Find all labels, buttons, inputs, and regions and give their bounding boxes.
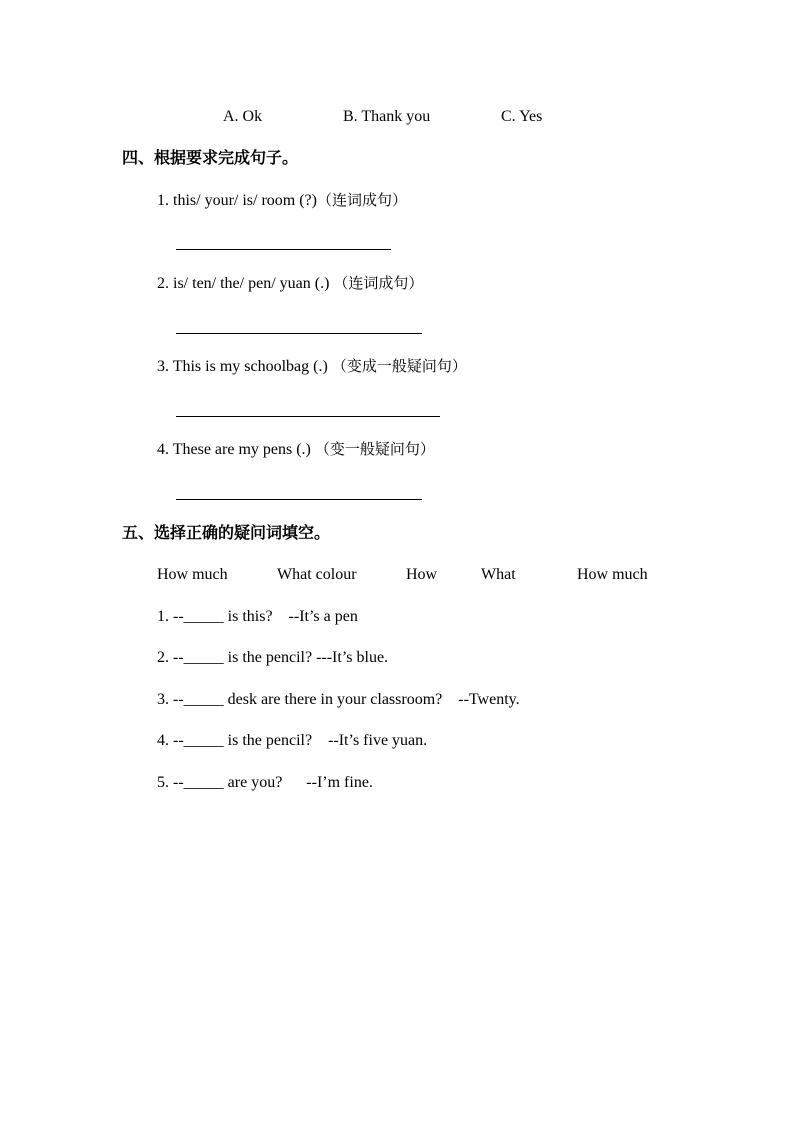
option-b: B. Thank you [343, 108, 431, 125]
word-bank-item-4: What [481, 566, 516, 583]
s4-item-4-instruction: （变一般疑问句） [314, 440, 435, 458]
s5-item-4: 4. --_____ is the pencil? --It’s five yuan. [157, 732, 428, 749]
s4-item-4 [157, 439, 435, 460]
section5-title: 五、选择正确的疑问词填空。 [122, 523, 331, 542]
s4-item-3-text: 3. This is my schoolbag (.) [157, 358, 332, 375]
s4-item-3 [157, 356, 467, 377]
word-bank-item-3: How [406, 566, 438, 583]
word-bank-item-5: How much [577, 566, 648, 583]
s4-item-3-instruction: （变成一般疑问句） [331, 357, 467, 375]
s4-item-2-instruction: （连词成句） [333, 274, 424, 292]
s5-item-2: 2. --_____ is the pencil? ---It’s blue. [157, 649, 389, 666]
s4-answer-line-4[interactable] [176, 499, 422, 500]
option-c: C. Yes [501, 108, 543, 125]
s4-answer-line-3[interactable] [176, 416, 440, 417]
s5-item-5: 5. --_____ are you? --I’m fine. [157, 774, 373, 791]
s4-item-1-instruction: （连词成句） [316, 191, 407, 209]
s4-item-4-text: 4. These are my pens (.) [157, 441, 315, 458]
s4-item-2 [157, 273, 423, 294]
option-a: A. Ok [223, 108, 263, 125]
s4-item-1-text: 1. this/ your/ is/ room (?) [157, 192, 317, 209]
s4-item-1 [157, 190, 407, 211]
s4-item-2-text: 2. is/ ten/ the/ pen/ yuan (.) [157, 275, 334, 292]
s4-answer-line-1[interactable] [176, 249, 391, 250]
s5-item-3: 3. --_____ desk are there in your classroom? --Twenty. [157, 691, 520, 708]
section4-title: 四、根据要求完成句子。 [122, 148, 299, 167]
s4-answer-line-2[interactable] [176, 333, 422, 334]
s5-item-1: 1. --_____ is this? --It’s a pen [157, 608, 358, 625]
word-bank-item-1: How much [157, 566, 228, 583]
word-bank-item-2: What colour [277, 566, 357, 583]
